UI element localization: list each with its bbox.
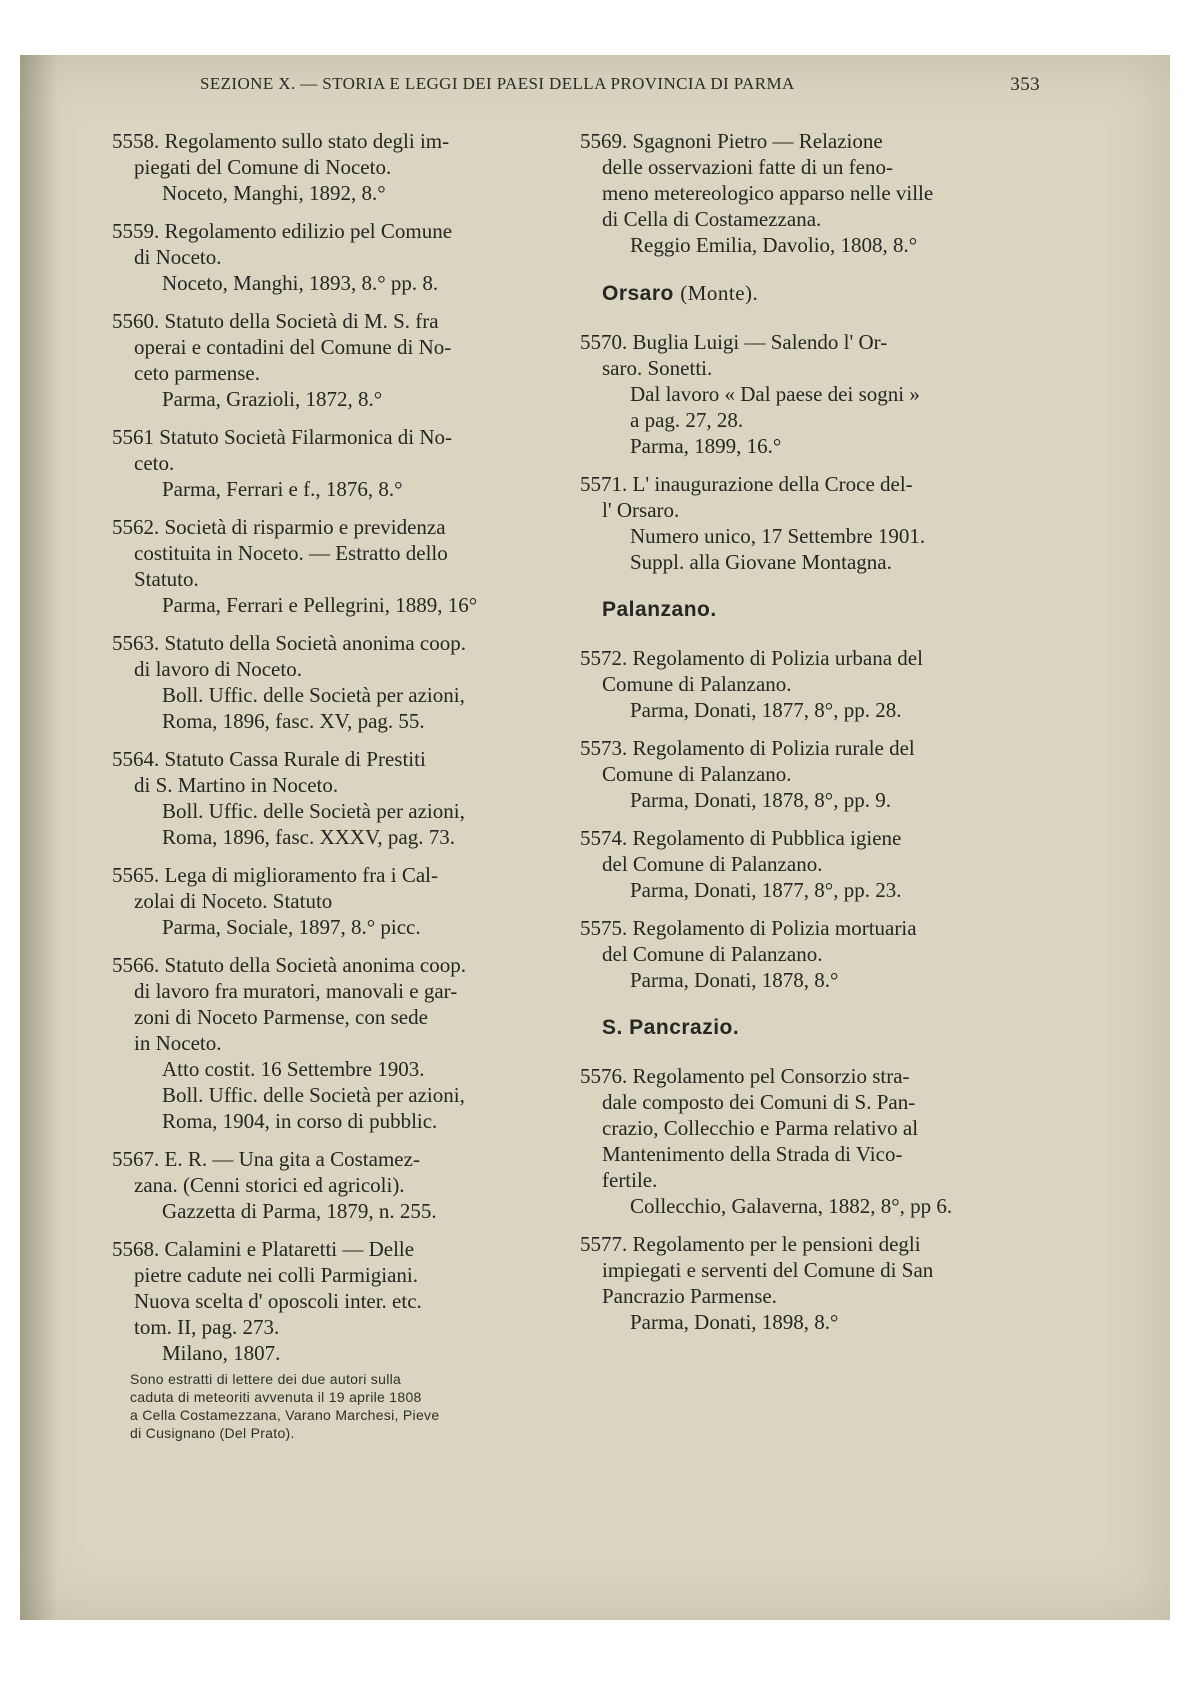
entry-number-line: 5559. Regolamento edilizio pel Comune	[112, 219, 453, 243]
right-column	[580, 128, 1038, 1347]
publication-line: Atto costit. 16 Settembre 1903.	[162, 1057, 425, 1081]
publication-line: Parma, Donati, 1898, 8.°	[630, 1310, 839, 1334]
entry-title-line: zolai di Noceto. Statuto	[134, 889, 333, 913]
entry-title-line: del Comune di Palanzano.	[602, 942, 823, 966]
entry-title-line: Statuto.	[134, 567, 199, 591]
entry-number-line: 5568. Calamini e Plataretti — Delle	[112, 1237, 415, 1261]
running-header	[200, 74, 1040, 96]
publication-line: Roma, 1896, fasc. XXXV, pag. 73.	[162, 825, 455, 849]
entry-title-line: crazio, Collecchio e Parma relativo al	[602, 1116, 919, 1140]
entry-number-line: 5561 Statuto Società Filarmonica di No-	[112, 425, 453, 449]
bibliography-entry	[580, 1063, 1038, 1219]
entry-number-line: 5563. Statuto della Società anonima coop.	[112, 631, 467, 655]
entry-title-line: zoni di Noceto Parmense, con sede	[134, 1005, 428, 1029]
note-line: Sono estratti di lettere dei due autori sulla	[130, 1371, 402, 1387]
entry-number-line: 5572. Regolamento di Polizia urbana del	[580, 646, 923, 670]
publication-line: Roma, 1896, fasc. XV, pag. 55.	[162, 709, 425, 733]
section-qualifier: (Monte).	[680, 281, 759, 305]
entry-title-line: Nuova scelta d' oposcoli inter. etc.	[134, 1289, 422, 1313]
entry-number-line: 5560. Statuto della Società di M. S. fra	[112, 309, 439, 333]
entry-title-line: zana. (Cenni storici ed agricoli).	[134, 1173, 405, 1197]
entry-title-line: dale composto dei Comuni di S. Pan-	[602, 1090, 916, 1114]
entry-number-line: 5576. Regolamento pel Consorzio stra-	[580, 1064, 910, 1088]
entry-title-line: tom. II, pag. 273.	[134, 1315, 280, 1339]
entry-title-line: di Noceto.	[134, 245, 222, 269]
entry-number-line: 5574. Regolamento di Pubblica igiene	[580, 826, 902, 850]
publication-line: Parma, Sociale, 1897, 8.° picc.	[162, 915, 421, 939]
entry-number-line: 5569. Sgagnoni Pietro — Relazione	[580, 129, 883, 153]
publication-line: Gazzetta di Parma, 1879, n. 255.	[162, 1199, 437, 1223]
entry-title-line: l' Orsaro.	[602, 498, 680, 522]
entry-number-line: 5575. Regolamento di Polizia mortuaria	[580, 916, 917, 940]
bibliography-entry	[580, 329, 1038, 459]
publication-line: Boll. Uffic. delle Società per azioni,	[162, 683, 465, 707]
entry-number-line: 5567. E. R. — Una gita a Costamez-	[112, 1147, 420, 1171]
publication-line: Collecchio, Galaverna, 1882, 8°, pp 6.	[630, 1194, 953, 1218]
entry-title-line: Mantenimento della Strada di Vico-	[602, 1142, 903, 1166]
entry-number-line: 5565. Lega di miglioramento fra i Cal-	[112, 863, 438, 887]
entry-title-line: piegati del Comune di Noceto.	[134, 155, 392, 179]
section-heading	[602, 280, 1038, 307]
entry-number-line: 5566. Statuto della Società anonima coop.	[112, 953, 467, 977]
entry-title-line: Comune di Palanzano.	[602, 672, 792, 696]
bibliography-entry	[112, 218, 560, 296]
note-line: caduta di meteoriti avvenuta il 19 aprile 1808	[130, 1389, 422, 1405]
publication-line: Suppl. alla Giovane Montagna.	[630, 550, 892, 574]
section-name: Palanzano.	[602, 598, 717, 621]
bibliography-entry	[112, 1146, 560, 1224]
publication-line: Parma, 1899, 16.°	[630, 434, 782, 458]
publication-line: Parma, Grazioli, 1872, 8.°	[162, 387, 383, 411]
entry-title-line: operai e contadini del Comune di No-	[134, 335, 452, 359]
publication-line: Reggio Emilia, Davolio, 1808, 8.°	[630, 233, 918, 257]
entry-title-line: in Noceto.	[134, 1031, 222, 1055]
entry-title-line: delle osservazioni fatte di un feno-	[602, 155, 893, 179]
entry-title-line: di S. Martino in Noceto.	[134, 773, 339, 797]
bibliography-entry	[112, 952, 560, 1134]
bibliography-entry	[580, 645, 1038, 723]
entry-number-line: 5562. Società di risparmio e previdenza	[112, 515, 446, 539]
entry-number-line: 5558. Regolamento sullo stato degli im-	[112, 129, 450, 153]
entry-number-line: 5564. Statuto Cassa Rurale di Prestiti	[112, 747, 426, 771]
bibliography-entry	[112, 630, 560, 734]
entry-number-line: 5577. Regolamento per le pensioni degli	[580, 1232, 921, 1256]
publication-line: Dal lavoro « Dal paese dei sogni »	[630, 382, 920, 406]
publication-line: Parma, Donati, 1878, 8°, pp. 9.	[630, 788, 891, 812]
publication-line: Roma, 1904, in corso di pubblic.	[162, 1109, 438, 1133]
entry-title-line: ceto parmense.	[134, 361, 260, 385]
entry-number-line: 5570. Buglia Luigi — Salendo l' Or-	[580, 330, 888, 354]
entry-title-line: saro. Sonetti.	[602, 356, 713, 380]
entry-title-line: meno metereologico apparso nelle ville	[602, 181, 934, 205]
header-title: SEZIONE X. — STORIA E LEGGI DEI PAESI DELLA PROVINCIA DI PARMA	[200, 74, 795, 93]
entry-title-line: di Cella di Costamezzana.	[602, 207, 822, 231]
entry-number-line: 5573. Regolamento di Polizia rurale del	[580, 736, 915, 760]
bibliography-entry	[580, 825, 1038, 903]
entry-number-line: 5571. L' inaugurazione della Croce del-	[580, 472, 913, 496]
bibliography-entry	[112, 514, 560, 618]
bibliography-entry	[580, 735, 1038, 813]
section-heading	[602, 597, 1038, 623]
publication-line: Numero unico, 17 Settembre 1901.	[630, 524, 926, 548]
publication-line: a pag. 27, 28.	[630, 408, 744, 432]
publication-line: Boll. Uffic. delle Società per azioni,	[162, 799, 465, 823]
entry-title-line: del Comune di Palanzano.	[602, 852, 823, 876]
bibliography-entry	[112, 862, 560, 940]
entry-title-line: ceto.	[134, 451, 175, 475]
entry-title-line: costituita in Noceto. — Estratto dello	[134, 541, 448, 565]
publication-line: Parma, Donati, 1877, 8°, pp. 28.	[630, 698, 902, 722]
publication-line: Parma, Ferrari e Pellegrini, 1889, 16°	[162, 593, 478, 617]
publication-line: Parma, Donati, 1878, 8.°	[630, 968, 839, 992]
publication-line: Parma, Ferrari e f., 1876, 8.°	[162, 477, 403, 501]
bibliography-entry	[112, 308, 560, 412]
bibliography-entry	[580, 471, 1038, 575]
publication-line: Noceto, Manghi, 1892, 8.°	[162, 181, 386, 205]
bibliography-entry	[580, 128, 1038, 258]
entry-title-line: impiegati e serventi del Comune di San	[602, 1258, 934, 1282]
entry-note	[130, 1370, 560, 1442]
publication-line: Noceto, Manghi, 1893, 8.° pp. 8.	[162, 271, 439, 295]
left-column	[112, 128, 560, 1454]
entry-title-line: pietre cadute nei colli Parmigiani.	[134, 1263, 418, 1287]
bibliography-entry	[580, 915, 1038, 993]
entry-title-line: fertile.	[602, 1168, 658, 1192]
note-line: a Cella Costamezzana, Varano Marchesi, Pieve	[130, 1407, 440, 1423]
page-number: 353	[1010, 74, 1040, 95]
bibliography-entry	[580, 1231, 1038, 1335]
section-name: S. Pancrazio.	[602, 1016, 740, 1039]
note-line: di Cusignano (Del Prato).	[130, 1425, 295, 1441]
bibliography-entry	[112, 746, 560, 850]
entry-title-line: Pancrazio Parmense.	[602, 1284, 777, 1308]
entry-title-line: di lavoro fra muratori, manovali e gar-	[134, 979, 458, 1003]
entry-title-line: Comune di Palanzano.	[602, 762, 792, 786]
publication-line: Milano, 1807.	[162, 1341, 281, 1365]
bibliography-entry	[112, 128, 560, 206]
section-heading	[602, 1015, 1038, 1041]
publication-line: Parma, Donati, 1877, 8°, pp. 23.	[630, 878, 902, 902]
entry-title-line: di lavoro di Noceto.	[134, 657, 302, 681]
section-name: Orsaro	[602, 282, 674, 305]
bibliography-entry	[112, 1236, 560, 1442]
bibliography-entry	[112, 424, 560, 502]
publication-line: Boll. Uffic. delle Società per azioni,	[162, 1083, 465, 1107]
